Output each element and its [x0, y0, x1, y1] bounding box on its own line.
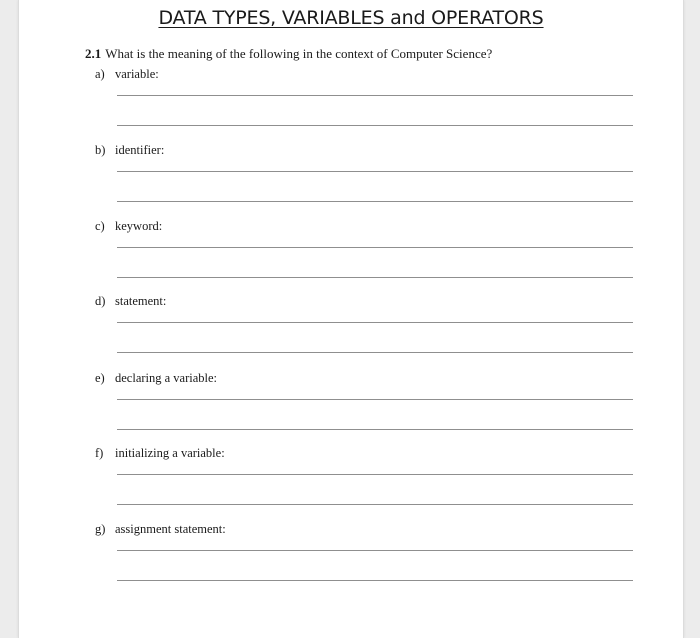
worksheet-title: DATA TYPES, VARIABLES and OPERATORS [158, 7, 544, 29]
item-label: variable: [115, 67, 159, 81]
answer-line[interactable] [117, 95, 633, 96]
answer-line[interactable] [117, 399, 633, 400]
item-assignment-statement [95, 522, 635, 536]
answer-line[interactable] [117, 429, 633, 430]
worksheet-page [18, 0, 684, 638]
answer-line[interactable] [117, 580, 633, 581]
item-letter: a) [95, 67, 105, 81]
item-label: keyword: [115, 219, 163, 233]
item-letter: b) [95, 143, 106, 157]
item-letter: d) [95, 294, 106, 308]
answer-line[interactable] [117, 171, 633, 172]
answer-line[interactable] [117, 125, 633, 126]
item-statement [95, 294, 635, 308]
item-label: identifier: [115, 143, 165, 157]
question-number: 2.1 [85, 46, 102, 61]
answer-line[interactable] [117, 201, 633, 202]
question-text: What is the meaning of the following in the context of Computer Science? [105, 46, 493, 61]
item-letter: g) [95, 522, 106, 536]
item-label: assignment statement: [115, 522, 226, 536]
answer-line[interactable] [117, 247, 633, 248]
question-prompt [85, 46, 492, 62]
answer-line[interactable] [117, 550, 633, 551]
answer-line[interactable] [117, 504, 633, 505]
item-label: initializing a variable: [115, 446, 225, 460]
answer-line[interactable] [117, 277, 633, 278]
item-letter: e) [95, 371, 105, 385]
answer-line[interactable] [117, 474, 633, 475]
item-variable [95, 67, 635, 81]
item-identifier [95, 143, 635, 157]
item-label: statement: [115, 294, 167, 308]
item-label: declaring a variable: [115, 371, 218, 385]
item-letter: f) [95, 446, 104, 460]
answer-line[interactable] [117, 352, 633, 353]
item-letter: c) [95, 219, 105, 233]
item-keyword [95, 219, 635, 233]
item-declaring-variable [95, 371, 635, 385]
answer-line[interactable] [117, 322, 633, 323]
item-initializing-variable [95, 446, 635, 460]
